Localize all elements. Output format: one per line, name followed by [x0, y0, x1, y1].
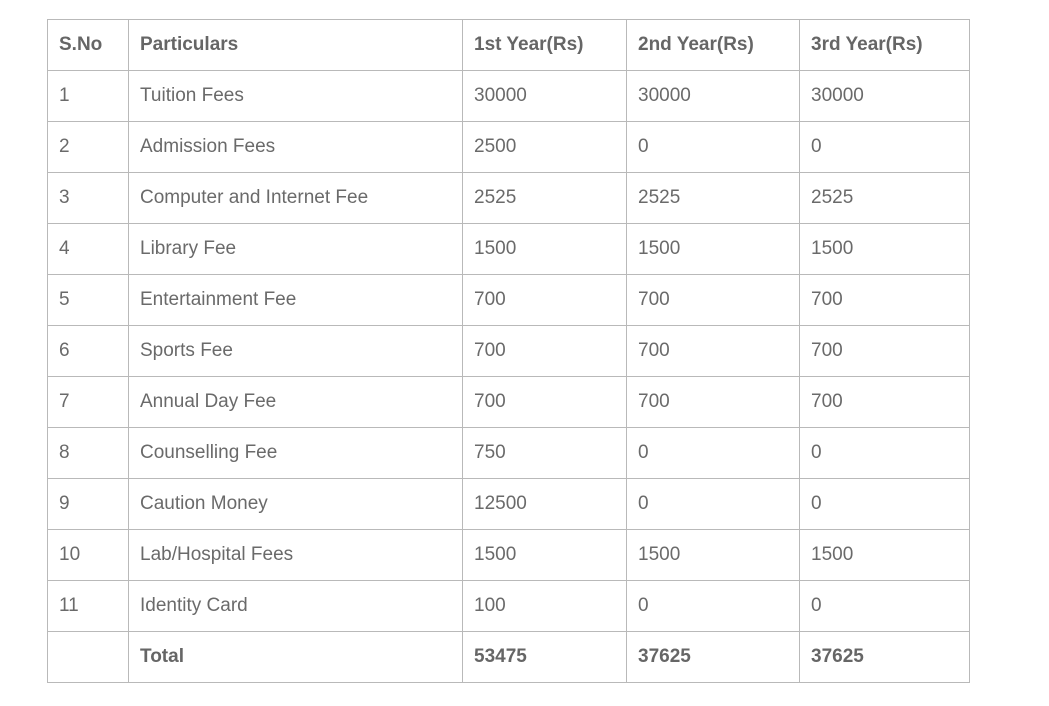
- cell-particular: Caution Money: [129, 479, 463, 530]
- cell-3rd-year: 0: [800, 122, 970, 173]
- cell-particular: Lab/Hospital Fees: [129, 530, 463, 581]
- table-row: [48, 377, 970, 428]
- cell-particular: Entertainment Fee: [129, 275, 463, 326]
- cell-sno: 7: [48, 377, 129, 428]
- header-2nd-year: 2nd Year(Rs): [627, 20, 800, 71]
- cell-3rd-year: 0: [800, 428, 970, 479]
- cell-1st-year: 30000: [463, 71, 627, 122]
- cell-sno: 4: [48, 224, 129, 275]
- cell-1st-year: 700: [463, 275, 627, 326]
- table-row: [48, 224, 970, 275]
- cell-sno: 10: [48, 530, 129, 581]
- cell-2nd-year: 0: [627, 581, 800, 632]
- cell-sno: 2: [48, 122, 129, 173]
- cell-3rd-year: 1500: [800, 224, 970, 275]
- cell-2nd-year: 0: [627, 428, 800, 479]
- total-2nd-year: 37625: [627, 632, 800, 683]
- cell-2nd-year: 2525: [627, 173, 800, 224]
- cell-particular: Annual Day Fee: [129, 377, 463, 428]
- header-1st-year: 1st Year(Rs): [463, 20, 627, 71]
- table-header-row: [48, 20, 970, 71]
- cell-sno: 3: [48, 173, 129, 224]
- total-label: Total: [129, 632, 463, 683]
- table-row: [48, 275, 970, 326]
- cell-sno: 8: [48, 428, 129, 479]
- total-1st-year: 53475: [463, 632, 627, 683]
- cell-1st-year: 700: [463, 377, 627, 428]
- cell-2nd-year: 700: [627, 326, 800, 377]
- cell-1st-year: 2500: [463, 122, 627, 173]
- cell-particular: Admission Fees: [129, 122, 463, 173]
- cell-3rd-year: 700: [800, 275, 970, 326]
- cell-sno: 9: [48, 479, 129, 530]
- cell-3rd-year: 30000: [800, 71, 970, 122]
- cell-sno: 1: [48, 71, 129, 122]
- table-row: [48, 581, 970, 632]
- cell-sno: 5: [48, 275, 129, 326]
- header-sno: S.No: [48, 20, 129, 71]
- total-sno: [48, 632, 129, 683]
- cell-3rd-year: 0: [800, 479, 970, 530]
- cell-2nd-year: 700: [627, 275, 800, 326]
- header-particulars: Particulars: [129, 20, 463, 71]
- cell-3rd-year: 0: [800, 581, 970, 632]
- table-row: [48, 428, 970, 479]
- cell-particular: Computer and Internet Fee: [129, 173, 463, 224]
- cell-1st-year: 700: [463, 326, 627, 377]
- cell-2nd-year: 1500: [627, 530, 800, 581]
- cell-3rd-year: 700: [800, 326, 970, 377]
- cell-1st-year: 12500: [463, 479, 627, 530]
- table-row: [48, 173, 970, 224]
- total-row: [48, 632, 970, 683]
- table-row: [48, 530, 970, 581]
- cell-2nd-year: 1500: [627, 224, 800, 275]
- fee-structure-table: [47, 19, 970, 683]
- cell-2nd-year: 700: [627, 377, 800, 428]
- cell-particular: Tuition Fees: [129, 71, 463, 122]
- cell-particular: Identity Card: [129, 581, 463, 632]
- table-row: [48, 122, 970, 173]
- cell-particular: Library Fee: [129, 224, 463, 275]
- cell-particular: Sports Fee: [129, 326, 463, 377]
- cell-3rd-year: 1500: [800, 530, 970, 581]
- cell-1st-year: 1500: [463, 224, 627, 275]
- cell-sno: 11: [48, 581, 129, 632]
- cell-2nd-year: 0: [627, 479, 800, 530]
- cell-3rd-year: 2525: [800, 173, 970, 224]
- cell-3rd-year: 700: [800, 377, 970, 428]
- cell-2nd-year: 0: [627, 122, 800, 173]
- cell-1st-year: 750: [463, 428, 627, 479]
- cell-particular: Counselling Fee: [129, 428, 463, 479]
- cell-1st-year: 100: [463, 581, 627, 632]
- cell-sno: 6: [48, 326, 129, 377]
- table-row: [48, 71, 970, 122]
- header-3rd-year: 3rd Year(Rs): [800, 20, 970, 71]
- total-3rd-year: 37625: [800, 632, 970, 683]
- cell-1st-year: 2525: [463, 173, 627, 224]
- cell-2nd-year: 30000: [627, 71, 800, 122]
- table-row: [48, 479, 970, 530]
- cell-1st-year: 1500: [463, 530, 627, 581]
- table-row: [48, 326, 970, 377]
